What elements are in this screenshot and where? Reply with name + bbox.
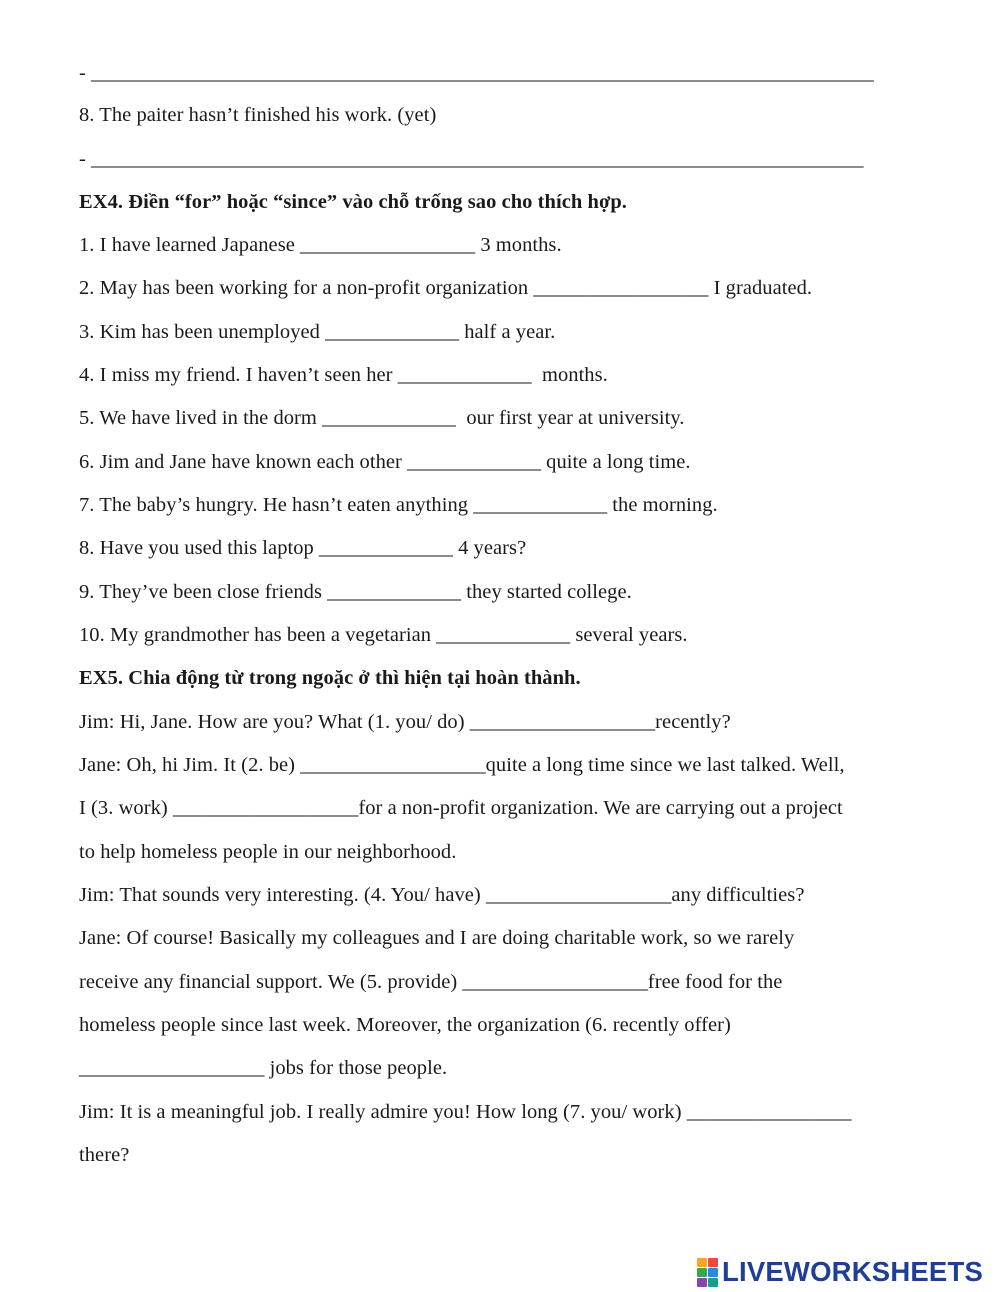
dialogue-line: Jane: Oh, hi Jim. It (2. be) __________________quite a long time since we last talked. Well, (79, 754, 845, 776)
liveworksheets-logo (697, 1252, 983, 1292)
answer-line: - ____________________________________________________________________________ (79, 62, 874, 84)
dialogue-line: receive any financial support. We (5. provide) __________________free food for the (79, 971, 783, 993)
dialogue-line: Jim: Hi, Jane. How are you? What (1. you/ do) __________________recently? (79, 711, 731, 733)
dialogue-line: I (3. work) __________________for a non-profit organization. We are carrying out a project (79, 797, 843, 819)
exercise-item: 8. The paiter hasn’t finished his work. (yet) (79, 104, 437, 126)
exercise-heading-ex5: EX5. Chia động từ trong ngoặc ở thì hiện tại hoàn thành. (79, 667, 581, 689)
exercise-item: 8. Have you used this laptop _____________ 4 years? (79, 537, 527, 559)
exercise-item: 3. Kim has been unemployed _____________ half a year. (79, 321, 556, 343)
exercise-item: 5. We have lived in the dorm _____________ our first year at university. (79, 407, 685, 429)
dialogue-line: there? (79, 1144, 130, 1166)
exercise-item: 10. My grandmother has been a vegetarian _____________ several years. (79, 624, 688, 646)
exercise-heading-ex4: EX4. Điền “for” hoặc “since” vào chỗ trống sao cho thích hợp. (79, 191, 627, 213)
exercise-item: 4. I miss my friend. I haven’t seen her _____________ months. (79, 364, 608, 386)
exercise-item: 9. They’ve been close friends _____________ they started college. (79, 581, 632, 603)
exercise-item: 6. Jim and Jane have known each other _____________ quite a long time. (79, 451, 691, 473)
dialogue-line: __________________ jobs for those people. (79, 1057, 448, 1079)
blocks-icon (697, 1257, 719, 1287)
logo-text: LIVEWORKSHEETS (722, 1256, 984, 1287)
dialogue-line: Jane: Of course! Basically my colleagues and I are doing charitable work, so we rarely (79, 927, 795, 949)
exercise-item: 2. May has been working for a non-profit organization _________________ I graduated. (79, 277, 813, 299)
answer-line: - ___________________________________________________________________________ (79, 148, 864, 170)
dialogue-line: to help homeless people in our neighborhood. (79, 841, 457, 863)
exercise-item: 1. I have learned Japanese _________________ 3 months. (79, 234, 562, 256)
dialogue-line: homeless people since last week. Moreover, the organization (6. recently offer) (79, 1014, 731, 1036)
exercise-item: 7. The baby’s hungry. He hasn’t eaten anything _____________ the morning. (79, 494, 718, 516)
dialogue-line: Jim: It is a meaningful job. I really admire you! How long (7. you/ work) ________________ (79, 1101, 852, 1123)
dialogue-line: Jim: That sounds very interesting. (4. You/ have) __________________any difficulties? (79, 884, 805, 906)
